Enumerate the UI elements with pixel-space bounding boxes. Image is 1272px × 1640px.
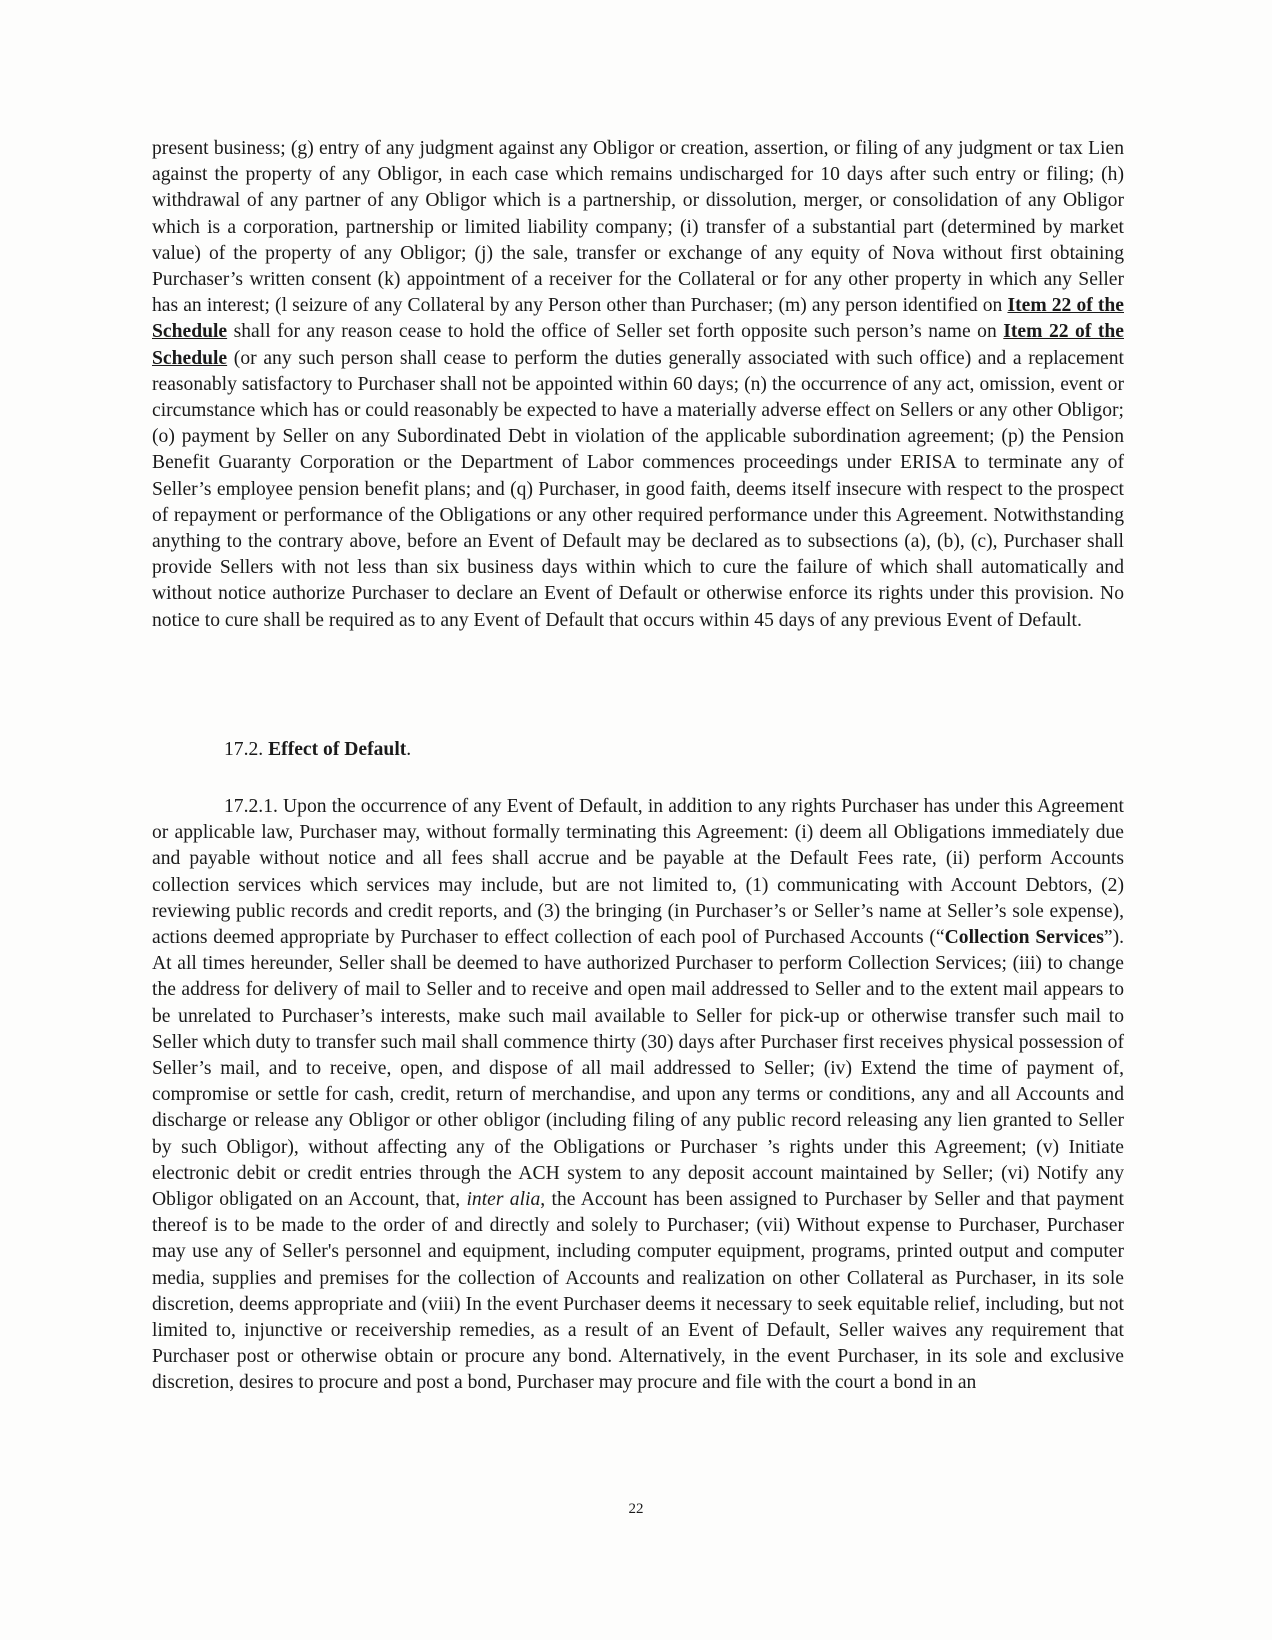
defined-term: Collection Services bbox=[944, 927, 1104, 949]
latin-term: inter alia bbox=[466, 1189, 541, 1211]
paragraph-text-segment: shall for any reason cease to hold the office of Seller set forth opposite such person’s name on bbox=[227, 321, 1004, 343]
schedule-item-reference: Item 22 of the Schedule bbox=[152, 321, 1124, 369]
schedule-item-reference: Item 22 of the Schedule bbox=[152, 295, 1124, 343]
paragraph-text-segment: 17.2.1. Upon the occurrence of any Event of Default, in addition to any rights Purchaser has under this Agreement or applicable law, Purchaser may, without formally terminating this Agreement: (i) deem all Obligations immediately due and payable without notice and all fees shall accrue and be payable at the Default Fees rate, (ii) perform Accounts collection services which services may include, but are not limited to, (1) communicating with Account Debtors, (2) reviewing public records and credit reports, and (3) the bringing (in Purchaser’s or Seller’s name at Seller’s sole expense), actions deemed appropriate by Purchaser to effect collection of each pool of Purchased Accounts (“ bbox=[152, 796, 1124, 949]
section-number: 17.2. bbox=[224, 739, 264, 760]
paragraph-text-segment: ”). At all times hereunder, Seller shall be deemed to have authorized Purchaser to perform Collection Services; (iii) to change the address for delivery of mail to Seller and to receive and open mail addressed to Seller and to the extent mail appears to be unrelated to Purchaser’s interests, make such mail available to Seller for pick-up or otherwise transfer such mail to Seller which duty to transfer such mail shall commence thirty (30) days after Purchaser first receives physical possession of Seller’s mail, and to receive, open, and dispose of all mail addressed to Seller; (iv) Extend the time of payment of, compromise or settle for cash, credit, return of merchandise, and upon any terms or conditions, any and all Accounts and discharge or release any Obligor or other obligor (including filing of any public record releasing any lien granted to Seller by such Obligor), without affecting any of the Obligations or Purchaser ’s rights under this Agreement; (v) Initiate electronic debit or credit entries through the ACH system to any deposit account maintained by Seller; (vi) Notify any Obligor obligated on an Account, that, bbox=[152, 927, 1125, 1211]
section-title: Effect of Default bbox=[268, 739, 407, 760]
section-heading bbox=[224, 737, 411, 763]
paragraph-events-of-default bbox=[152, 136, 1124, 634]
page-number: 22 bbox=[628, 1501, 644, 1517]
section-title-period: . bbox=[406, 739, 412, 760]
paragraph-17-2-1 bbox=[152, 794, 1124, 1397]
paragraph-text-segment: (or any such person shall cease to perform the duties generally associated with such office) and a replacement reasonably satisfactory to Purchaser shall not be appointed within 60 days; (n) the occurrence of any act, omission, event or circumstance which has or could reasonably be expected to have a materially adverse effect on Sellers or any other Obligor; (o) payment by Seller on any Subordinated Debt in violation of the applicable subordination agreement; (p) the Pension Benefit Guaranty Corporation or the Department of Labor commences proceedings under ERISA to terminate any of Seller’s employee pension benefit plans; and (q) Purchaser, in good faith, deems itself insecure with respect to the prospect of repayment or performance of the Obligations or any other required performance under this Agreement. Notwithstanding anything to the contrary above, before an Event of Default may be declared as to subsections (a), (b), (c), Purchaser shall provide Sellers with not less than six business days within which to cure the failure of which shall automatically and without notice authorize Purchaser to declare an Event of Default or otherwise enforce its rights under this provision. No notice to cure shall be required as to any Event of Default that occurs within 45 days of any previous Event of Default. bbox=[152, 347, 1124, 631]
paragraph-text-segment: , the Account has been assigned to Purchaser by Seller and that payment thereof is to be made to the order of and directly and solely to Purchaser; (vii) Without expense to Purchaser, Purchaser may use any of Seller's personnel and equipment, including computer equipment, programs, printed output and computer media, supplies and premises for the collection of Accounts and realization on other Collateral as Purchaser, in its sole discretion, deems appropriate and (viii) In the event Purchaser deems it necessary to seek equitable relief, including, but not limited to, injunctive or receivership remedies, as a result of an Event of Default, Seller waives any requirement that Purchaser post or otherwise obtain or procure any bond. Alternatively, in the event Purchaser, in its sole and exclusive discretion, desires to procure and post a bond, Purchaser may procure and file with the court a bond in an bbox=[152, 1189, 1124, 1394]
paragraph-text-segment: present business; (g) entry of any judgment against any Obligor or creation, assertion, or filing of any judgment or tax Lien against the property of any Obligor, in each case which remains undischarged for 10 days after such entry or filing; (h) withdrawal of any partner of any Obligor which is a partnership, or dissolution, merger, or consolidation of any Obligor which is a corporation, partnership or limited liability company; (i) transfer of a substantial part (determined by market value) of the property of any Obligor; (j) the sale, transfer or exchange of any equity of Nova without first obtaining Purchaser’s written consent (k) appointment of a receiver for the Collateral or for any other property in which any Seller has an interest; (l seizure of any Collateral by any Person other than Purchaser; (m) any person identified on bbox=[152, 138, 1124, 317]
